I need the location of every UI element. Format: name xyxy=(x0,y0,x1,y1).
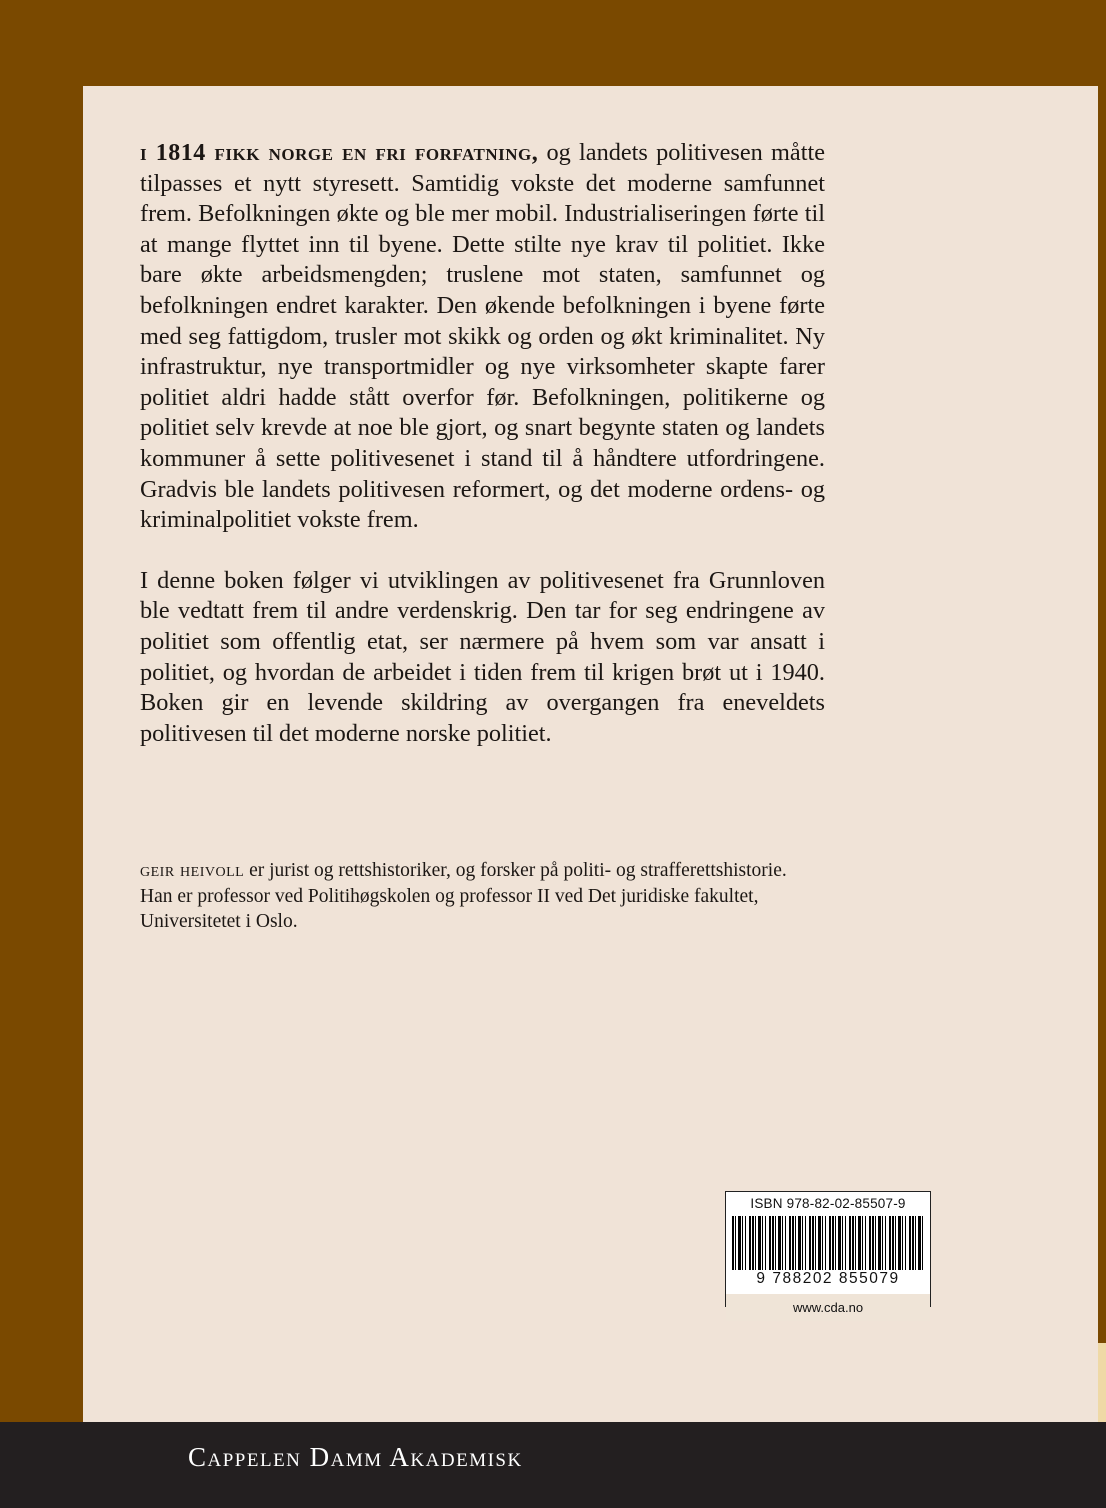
summary-paragraph: I denne boken følger vi utviklingen av politivesenet fra Grunnloven ble vedtatt frem til andre verdenskrig. Den tar for seg endringene av politiet som offentlig etat, ser nærmere på hvem som var ansatt i politiet, og hvordan de arbeidet i tiden frem til krigen brøt ut i 1940. Boken gir en levende skildring av overgangen fra eneveldets politivesen til det moderne norske politiet. xyxy=(140,566,825,747)
decorative-strip xyxy=(1098,1343,1106,1422)
isbn-text: ISBN 978-82-02-85507-9 xyxy=(750,1196,906,1211)
author-name: geir heivoll xyxy=(140,860,245,881)
intro-text: og landets politivesen måtte tilpasses et nytt styresett. Samtidig vokste det moderne samfunnet frem. Befolkningen økte og ble mer mobil. Industrialiseringen førte til at mange flyttet inn til byene. Dette stilte nye krav til politiet. Ikke bare økte arbeidsmengden; truslene mot staten, samfunnet og befolkningen endret karakter. Den økende befolkningen i byene førte med seg fattigdom, trusler mot skikk og orden og økt kriminalitet. Ny infrastruktur, nye transportmidler og nye virksomheter skapte farer politiet aldri hadde stått overfor før. Befolkningen, politikerne og politiet selv krevde at noe ble gjort, og snart begynte staten og landets kommuner å sette politivesenet i stand til å håndtere utfordringene. Gradvis ble landets politivesen reformert, og det moderne ordens- og kriminalpolitiet vokste frem. xyxy=(140,139,825,534)
barcode-image xyxy=(732,1216,924,1270)
author-bio xyxy=(140,858,820,935)
barcode-label xyxy=(725,1191,931,1315)
publisher-website: www.cda.no xyxy=(726,1294,930,1321)
blurb xyxy=(140,138,825,749)
footer-band xyxy=(0,1422,1106,1508)
intro-lead: i 1814 fikk norge en fri forfatning, xyxy=(140,140,539,166)
publisher-name: Cappelen Damm Akademisk xyxy=(188,1442,523,1472)
intro-paragraph xyxy=(140,138,825,536)
author-bio-text: er jurist og rettshistoriker, og forsker på politi- og strafferettshistorie. Han er professor ved Politihøgskolen og professor II ved Det juridiske fakultet, Universitetet i Oslo. xyxy=(140,860,787,932)
barcode-digits: 9 788202 855079 xyxy=(756,1270,900,1287)
